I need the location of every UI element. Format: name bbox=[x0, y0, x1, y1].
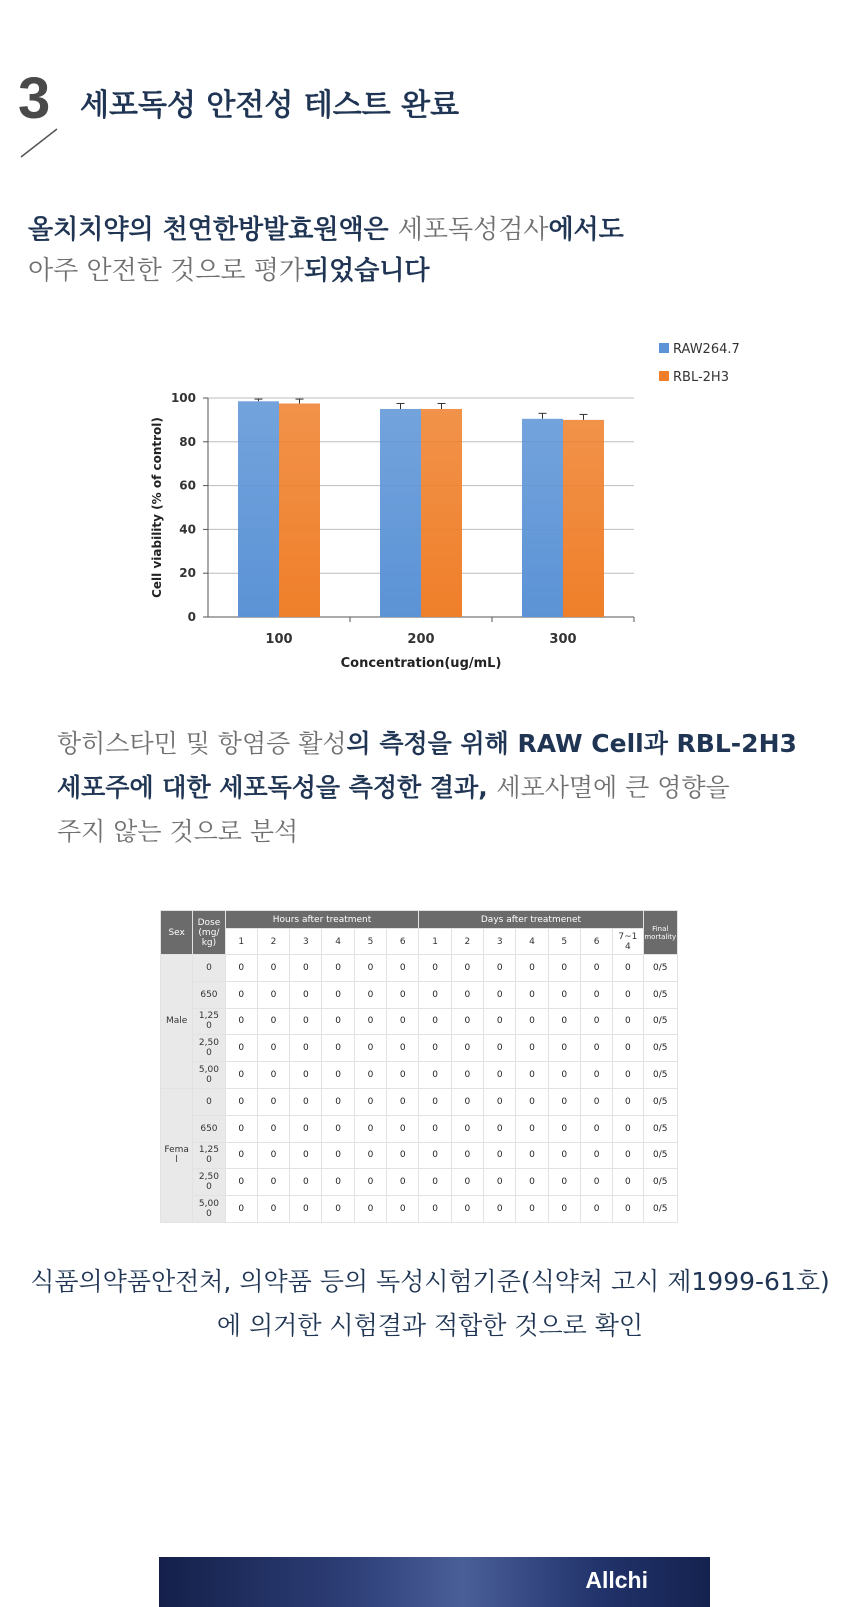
intro-text: 에서도 bbox=[548, 215, 624, 245]
mortality-cell: 0/5 bbox=[643, 981, 678, 1008]
value-cell: 0 bbox=[354, 1115, 386, 1142]
value-cell: 0 bbox=[484, 1088, 516, 1115]
value-cell: 0 bbox=[613, 1142, 643, 1169]
value-cell: 0 bbox=[613, 955, 643, 982]
hours-header: Hours after treatment bbox=[225, 911, 419, 929]
table-row bbox=[161, 1142, 678, 1169]
footer-line-2: 에 의거한 시험결과 적합한 것으로 확인 bbox=[216, 1311, 644, 1340]
legend-label: RAW264.7 bbox=[673, 342, 740, 357]
value-cell: 0 bbox=[354, 1088, 386, 1115]
value-cell: 0 bbox=[451, 1142, 483, 1169]
value-cell: 0 bbox=[451, 981, 483, 1008]
value-cell: 0 bbox=[387, 1115, 419, 1142]
x-axis-label: Concentration(ug/mL) bbox=[340, 656, 502, 671]
value-cell: 0 bbox=[580, 1115, 612, 1142]
value-cell: 0 bbox=[548, 1088, 580, 1115]
result-text: 세포사멸에 큰 영향을 bbox=[496, 773, 730, 802]
value-cell: 0 bbox=[257, 1196, 289, 1223]
value-cell: 0 bbox=[548, 1035, 580, 1062]
legend-label: RBL-2H3 bbox=[673, 370, 729, 385]
dose-cell: 650 bbox=[193, 1115, 225, 1142]
value-cell: 0 bbox=[322, 1035, 354, 1062]
value-cell: 0 bbox=[548, 955, 580, 982]
value-cell: 0 bbox=[580, 1008, 612, 1035]
hour-col-header: 3 bbox=[290, 929, 322, 955]
value-cell: 0 bbox=[290, 1035, 322, 1062]
value-cell: 0 bbox=[516, 955, 548, 982]
value-cell: 0 bbox=[387, 1008, 419, 1035]
y-tick-label: 100 bbox=[170, 391, 196, 405]
value-cell: 0 bbox=[419, 1115, 451, 1142]
table-row bbox=[161, 1035, 678, 1062]
result-text: 세포주에 대한 세포독성을 측정한 결과, bbox=[57, 773, 497, 802]
value-cell: 0 bbox=[419, 981, 451, 1008]
value-cell: 0 bbox=[257, 1142, 289, 1169]
value-cell: 0 bbox=[484, 1035, 516, 1062]
value-cell: 0 bbox=[354, 1169, 386, 1196]
value-cell: 0 bbox=[387, 955, 419, 982]
value-cell: 0 bbox=[225, 1196, 257, 1223]
value-cell: 0 bbox=[516, 1115, 548, 1142]
value-cell: 0 bbox=[484, 981, 516, 1008]
value-cell: 0 bbox=[290, 1062, 322, 1089]
value-cell: 0 bbox=[451, 1196, 483, 1223]
value-cell: 0 bbox=[548, 1115, 580, 1142]
y-tick-label: 60 bbox=[179, 478, 196, 493]
value-cell: 0 bbox=[387, 1088, 419, 1115]
value-cell: 0 bbox=[580, 981, 612, 1008]
day-col-header: 2 bbox=[451, 929, 483, 955]
table-row bbox=[161, 1115, 678, 1142]
value-cell: 0 bbox=[516, 1062, 548, 1089]
bar-RAW264.7 bbox=[238, 401, 279, 617]
bar-RBL-2H3 bbox=[279, 403, 320, 617]
dose-cell: 0 bbox=[193, 955, 225, 982]
value-cell: 0 bbox=[548, 1008, 580, 1035]
bar-RBL-2H3 bbox=[421, 409, 462, 617]
intro-text: 아주 안전한 것으로 평가 bbox=[28, 256, 304, 286]
table-row bbox=[161, 1008, 678, 1035]
value-cell: 0 bbox=[387, 1196, 419, 1223]
value-cell: 0 bbox=[419, 1196, 451, 1223]
table-row bbox=[161, 1196, 678, 1223]
value-cell: 0 bbox=[225, 1062, 257, 1089]
value-cell: 0 bbox=[516, 1088, 548, 1115]
value-cell: 0 bbox=[451, 1062, 483, 1089]
value-cell: 0 bbox=[613, 1035, 643, 1062]
table-row bbox=[161, 981, 678, 1008]
dose-cell: 2,50 0 bbox=[193, 1035, 225, 1062]
value-cell: 0 bbox=[548, 1169, 580, 1196]
value-cell: 0 bbox=[580, 1035, 612, 1062]
value-cell: 0 bbox=[484, 1062, 516, 1089]
day-col-header: 4 bbox=[516, 929, 548, 955]
value-cell: 0 bbox=[257, 955, 289, 982]
value-cell: 0 bbox=[484, 1169, 516, 1196]
value-cell: 0 bbox=[225, 1115, 257, 1142]
value-cell: 0 bbox=[257, 1008, 289, 1035]
value-cell: 0 bbox=[548, 981, 580, 1008]
value-cell: 0 bbox=[322, 955, 354, 982]
value-cell: 0 bbox=[225, 981, 257, 1008]
value-cell: 0 bbox=[322, 1169, 354, 1196]
value-cell: 0 bbox=[322, 1142, 354, 1169]
value-cell: 0 bbox=[257, 1088, 289, 1115]
dose-cell: 650 bbox=[193, 981, 225, 1008]
legend-swatch bbox=[659, 371, 669, 381]
value-cell: 0 bbox=[613, 1196, 643, 1223]
table-row bbox=[161, 955, 678, 982]
y-tick-label: 0 bbox=[187, 610, 196, 624]
result-line-3 bbox=[57, 812, 298, 848]
value-cell: 0 bbox=[290, 1196, 322, 1223]
value-cell: 0 bbox=[225, 1035, 257, 1062]
hour-col-header: 5 bbox=[354, 929, 386, 955]
section-title: 세포독성 안전성 테스트 완료 bbox=[80, 88, 460, 123]
value-cell: 0 bbox=[548, 1062, 580, 1089]
value-cell: 0 bbox=[613, 1169, 643, 1196]
y-tick-label: 80 bbox=[179, 434, 196, 449]
value-cell: 0 bbox=[613, 981, 643, 1008]
brand-name: Allchi bbox=[585, 1567, 648, 1593]
value-cell: 0 bbox=[354, 1142, 386, 1169]
value-cell: 0 bbox=[516, 1142, 548, 1169]
bar-RAW264.7 bbox=[380, 409, 421, 617]
value-cell: 0 bbox=[290, 1169, 322, 1196]
y-tick-label: 20 bbox=[179, 566, 196, 581]
hour-col-header: 4 bbox=[322, 929, 354, 955]
value-cell: 0 bbox=[387, 1142, 419, 1169]
hour-col-header: 1 bbox=[225, 929, 257, 955]
value-cell: 0 bbox=[419, 955, 451, 982]
sex-cell: Male bbox=[161, 955, 193, 1089]
value-cell: 0 bbox=[290, 955, 322, 982]
value-cell: 0 bbox=[516, 1008, 548, 1035]
value-cell: 0 bbox=[451, 1035, 483, 1062]
value-cell: 0 bbox=[580, 1142, 612, 1169]
mortality-cell: 0/5 bbox=[643, 1062, 678, 1089]
result-text: 의 측정을 위해 RAW Cell과 RBL-2H3 bbox=[346, 729, 797, 758]
value-cell: 0 bbox=[613, 1062, 643, 1089]
value-cell: 0 bbox=[613, 1008, 643, 1035]
x-tick-label: 100 bbox=[265, 632, 293, 647]
value-cell: 0 bbox=[354, 1062, 386, 1089]
table-row bbox=[161, 1169, 678, 1196]
mortality-cell: 0/5 bbox=[643, 1008, 678, 1035]
dose-cell: 0 bbox=[193, 1088, 225, 1115]
value-cell: 0 bbox=[257, 1115, 289, 1142]
value-cell: 0 bbox=[516, 1196, 548, 1223]
day-col-header: 6 bbox=[580, 929, 612, 955]
bar-RBL-2H3 bbox=[563, 420, 604, 617]
value-cell: 0 bbox=[419, 1008, 451, 1035]
value-cell: 0 bbox=[451, 1169, 483, 1196]
mortality-header: Final mortality bbox=[643, 911, 678, 955]
value-cell: 0 bbox=[354, 955, 386, 982]
value-cell: 0 bbox=[580, 1196, 612, 1223]
result-text: 주지 않는 것으로 분석 bbox=[57, 817, 299, 846]
day-col-header: 1 bbox=[419, 929, 451, 955]
value-cell: 0 bbox=[613, 1115, 643, 1142]
mortality-cell: 0/5 bbox=[643, 1035, 678, 1062]
legend-swatch bbox=[659, 343, 669, 353]
value-cell: 0 bbox=[257, 1169, 289, 1196]
value-cell: 0 bbox=[580, 1062, 612, 1089]
value-cell: 0 bbox=[419, 1169, 451, 1196]
value-cell: 0 bbox=[257, 981, 289, 1008]
value-cell: 0 bbox=[451, 1088, 483, 1115]
value-cell: 0 bbox=[516, 981, 548, 1008]
value-cell: 0 bbox=[484, 1115, 516, 1142]
value-cell: 0 bbox=[580, 955, 612, 982]
slash-decoration bbox=[20, 128, 58, 158]
value-cell: 0 bbox=[419, 1142, 451, 1169]
mortality-cell: 0/5 bbox=[643, 1142, 678, 1169]
hour-col-header: 6 bbox=[387, 929, 419, 955]
dose-cell: 1,25 0 bbox=[193, 1142, 225, 1169]
mortality-cell: 0/5 bbox=[643, 1196, 678, 1223]
value-cell: 0 bbox=[322, 1196, 354, 1223]
value-cell: 0 bbox=[580, 1169, 612, 1196]
value-cell: 0 bbox=[548, 1196, 580, 1223]
result-text: 항히스타민 및 항염증 활성 bbox=[57, 729, 347, 758]
brand-bar bbox=[159, 1557, 710, 1607]
mortality-cell: 0/5 bbox=[643, 955, 678, 982]
day-col-header: 3 bbox=[484, 929, 516, 955]
value-cell: 0 bbox=[484, 1008, 516, 1035]
value-cell: 0 bbox=[290, 1088, 322, 1115]
value-cell: 0 bbox=[516, 1169, 548, 1196]
intro-text: 올치치약의 천연한방발효원액은 bbox=[28, 215, 398, 245]
table-row bbox=[161, 1062, 678, 1089]
value-cell: 0 bbox=[354, 981, 386, 1008]
sex-header: Sex bbox=[161, 911, 193, 955]
value-cell: 0 bbox=[354, 1035, 386, 1062]
value-cell: 0 bbox=[484, 1196, 516, 1223]
value-cell: 0 bbox=[387, 981, 419, 1008]
value-cell: 0 bbox=[387, 1169, 419, 1196]
value-cell: 0 bbox=[290, 1142, 322, 1169]
bar-RAW264.7 bbox=[522, 419, 563, 617]
dose-cell: 5,00 0 bbox=[193, 1062, 225, 1089]
day-col-header: 5 bbox=[548, 929, 580, 955]
days-header: Days after treatmenet bbox=[419, 911, 643, 929]
value-cell: 0 bbox=[225, 1008, 257, 1035]
value-cell: 0 bbox=[354, 1008, 386, 1035]
x-tick-label: 200 bbox=[407, 632, 435, 647]
result-line-2 bbox=[57, 768, 730, 804]
dose-cell: 1,25 0 bbox=[193, 1008, 225, 1035]
intro-line-2 bbox=[28, 256, 430, 287]
result-line-1 bbox=[57, 724, 797, 760]
value-cell: 0 bbox=[290, 1008, 322, 1035]
section-number: 3 bbox=[18, 66, 51, 131]
value-cell: 0 bbox=[580, 1088, 612, 1115]
footer-line-1: 식품의약품안전처, 의약품 등의 독성시험기준(식약처 고시 제1999-61호) bbox=[30, 1267, 830, 1296]
dose-header: Dose (mg/ kg) bbox=[193, 911, 225, 955]
value-cell: 0 bbox=[322, 1008, 354, 1035]
value-cell: 0 bbox=[354, 1196, 386, 1223]
mortality-cell: 0/5 bbox=[643, 1169, 678, 1196]
value-cell: 0 bbox=[451, 1115, 483, 1142]
value-cell: 0 bbox=[257, 1035, 289, 1062]
value-cell: 0 bbox=[451, 1008, 483, 1035]
value-cell: 0 bbox=[613, 1088, 643, 1115]
dose-cell: 2,50 0 bbox=[193, 1169, 225, 1196]
value-cell: 0 bbox=[451, 955, 483, 982]
value-cell: 0 bbox=[419, 1035, 451, 1062]
y-axis-label: Cell viability (% of control) bbox=[150, 417, 164, 598]
sex-cell: Fema l bbox=[161, 1088, 193, 1222]
intro-highlight: 되었습니다 bbox=[303, 256, 430, 286]
value-cell: 0 bbox=[290, 1115, 322, 1142]
value-cell: 0 bbox=[387, 1035, 419, 1062]
mortality-cell: 0/5 bbox=[643, 1115, 678, 1142]
value-cell: 0 bbox=[225, 1142, 257, 1169]
x-tick-label: 300 bbox=[549, 632, 577, 647]
table-row bbox=[161, 1088, 678, 1115]
value-cell: 0 bbox=[290, 981, 322, 1008]
toxicity-table-wrap bbox=[160, 910, 678, 1223]
day-col-header: 7~1 4 bbox=[613, 929, 643, 955]
value-cell: 0 bbox=[419, 1088, 451, 1115]
value-cell: 0 bbox=[225, 955, 257, 982]
value-cell: 0 bbox=[484, 955, 516, 982]
intro-highlight: 세포독성검사 bbox=[397, 215, 549, 245]
value-cell: 0 bbox=[257, 1062, 289, 1089]
value-cell: 0 bbox=[322, 981, 354, 1008]
value-cell: 0 bbox=[225, 1088, 257, 1115]
mortality-cell: 0/5 bbox=[643, 1088, 678, 1115]
value-cell: 0 bbox=[225, 1169, 257, 1196]
value-cell: 0 bbox=[322, 1088, 354, 1115]
value-cell: 0 bbox=[516, 1035, 548, 1062]
cell-viability-chart bbox=[140, 340, 760, 685]
value-cell: 0 bbox=[419, 1062, 451, 1089]
y-tick-label: 40 bbox=[179, 522, 196, 537]
value-cell: 0 bbox=[322, 1115, 354, 1142]
intro-line-1 bbox=[28, 215, 624, 246]
toxicity-table bbox=[160, 910, 678, 1223]
value-cell: 0 bbox=[548, 1142, 580, 1169]
hour-col-header: 2 bbox=[257, 929, 289, 955]
value-cell: 0 bbox=[484, 1142, 516, 1169]
value-cell: 0 bbox=[322, 1062, 354, 1089]
dose-cell: 5,00 0 bbox=[193, 1196, 225, 1223]
value-cell: 0 bbox=[387, 1062, 419, 1089]
